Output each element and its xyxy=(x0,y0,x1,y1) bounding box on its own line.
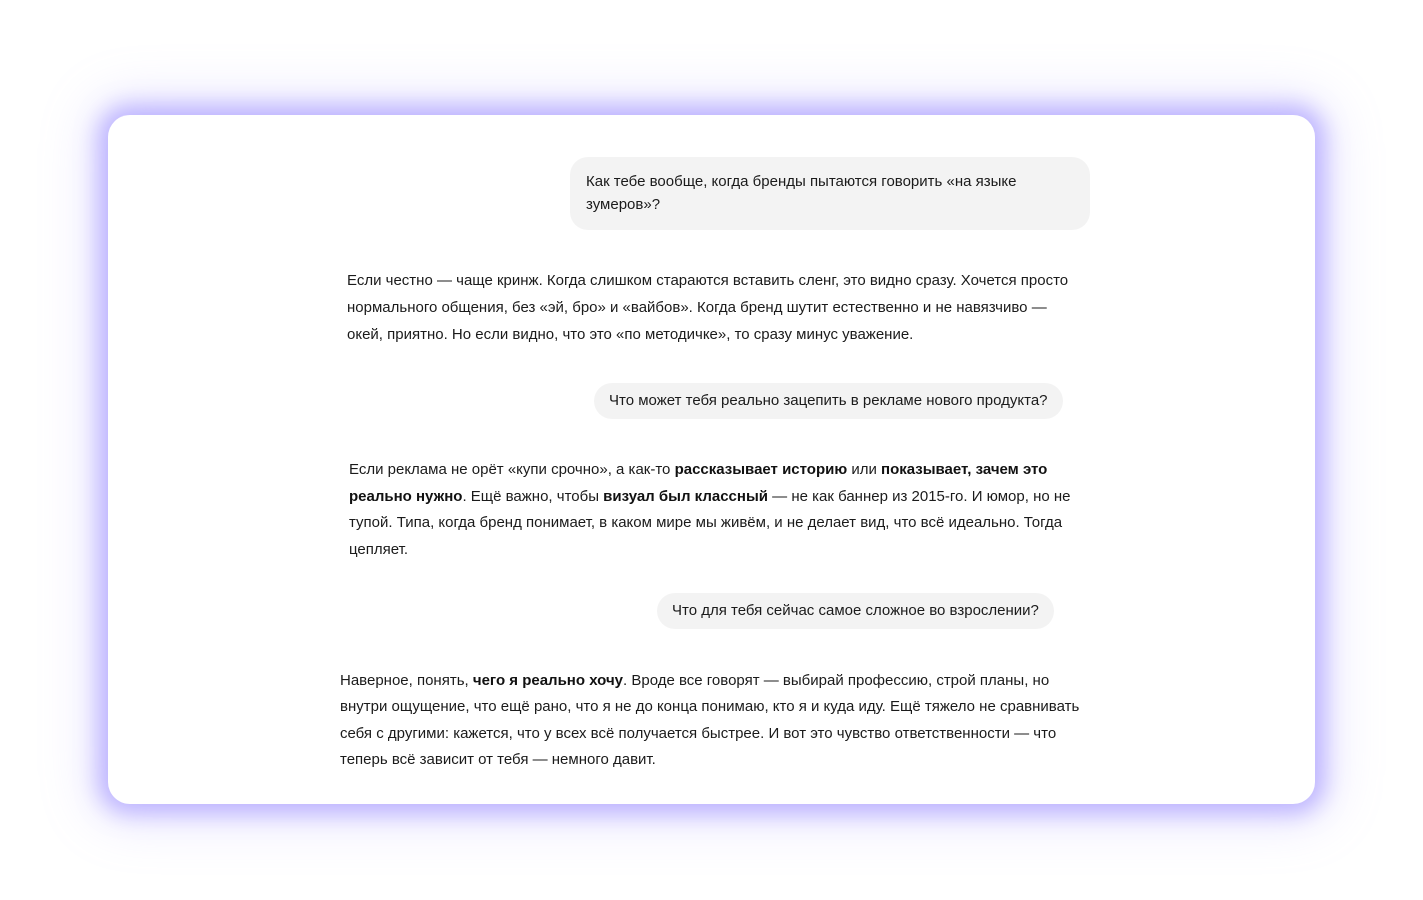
text-segment: Наверное, понять, xyxy=(340,672,473,689)
assistant-message-text: Если честно — чаще кринж. Когда слишком стараются вставить сленг, это видно сразу. Хочется просто нормального общения, без «эй, бро» и «вайбов». Когда бренд шутит естественно и не навязчиво — окей, приятно. Но если видно, что это «по методичке», то сразу минус уважение. xyxy=(347,272,1069,343)
assistant-message-2 xyxy=(349,457,1089,564)
bold-segment: рассказывает историю xyxy=(674,461,848,478)
text-segment: или xyxy=(847,461,882,478)
bold-segment: показывает, зачем это реально нужно xyxy=(349,461,1048,505)
bold-segment: визуал был классный xyxy=(603,487,768,505)
text-segment: . Ещё важно, чтобы xyxy=(462,487,604,505)
user-message-text: Как тебе вообще, когда бренды пытаются говорить «на языке зумеров»? xyxy=(586,173,1017,213)
chat-card xyxy=(108,115,1315,804)
user-message-3 xyxy=(657,593,1054,629)
text-segment: . Вроде все говорят — выбирай профессию, строй планы, но внутри ощущение, что ещё рано, что я не до конца понимаю, кто я и куда иду. Ещё тяжело не сравнивать себя с другими: кажется, что у всех всё получается быстрее. И вот это чувство ответственности — что теперь всё зависит от тебя — немного давит. xyxy=(340,672,1080,768)
text-segment: Если реклама не орёт «купи срочно», а как-то xyxy=(349,461,675,478)
user-message-text: Что для тебя сейчас самое сложное во взрослении? xyxy=(672,602,1039,619)
assistant-message-3 xyxy=(340,668,1080,773)
user-message-1 xyxy=(570,157,1090,230)
text-segment: — не как баннер из 2015-го. И юмор, но не тупой. Типа, когда бренд понимает, в каком мире мы живём, и не делает вид, что всё идеально. Тогда цепляет. xyxy=(349,487,1071,559)
user-message-text: Что может тебя реально зацепить в рекламе нового продукта? xyxy=(609,392,1048,409)
user-message-2 xyxy=(594,383,1063,419)
assistant-message-1 xyxy=(347,267,1077,348)
bold-segment: чего я реально хочу xyxy=(472,672,624,689)
